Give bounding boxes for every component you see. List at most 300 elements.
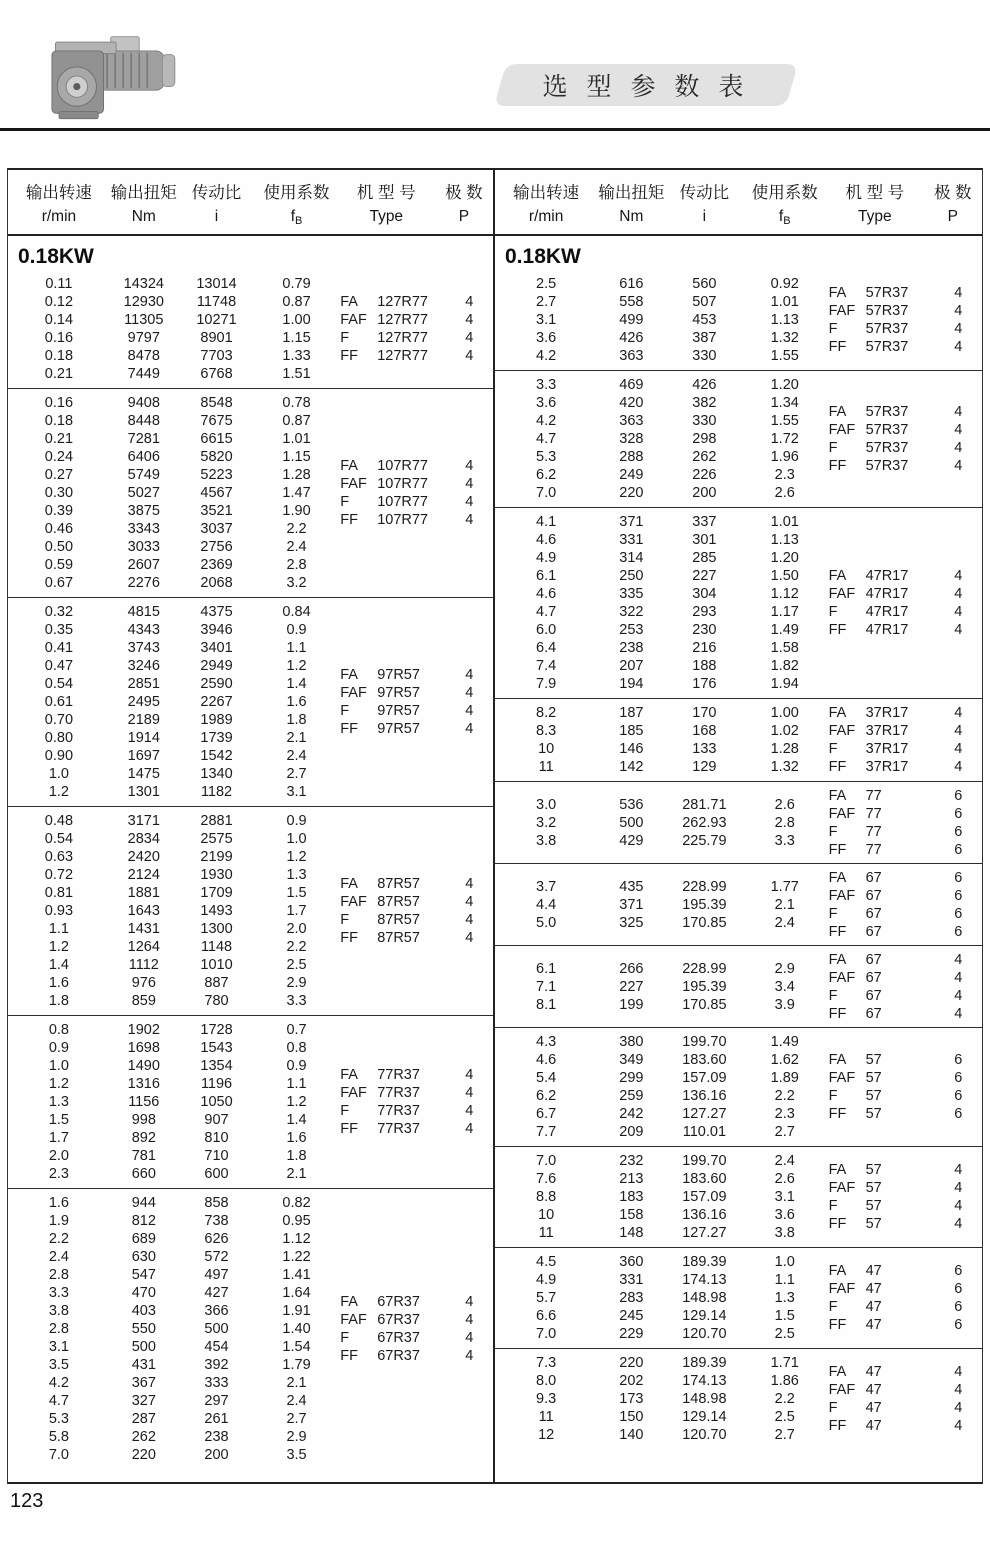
table-block [495, 698, 982, 781]
cell-service-factor: 0.82 [282, 1195, 311, 1211]
type-model: 57R37 [865, 440, 909, 456]
cell-service-factor: 3.4 [774, 978, 795, 995]
cell-service-factor: 2.8 [774, 814, 795, 831]
cell-speed: 6.1 [536, 960, 557, 977]
cell-speed: 4.9 [536, 1272, 557, 1288]
cell-ratio: 1050 [200, 1094, 233, 1110]
type-prefix: FF [828, 339, 847, 355]
table-blocks-right [495, 270, 982, 1449]
table-row [8, 603, 493, 621]
cell-speed: 10 [538, 741, 555, 757]
cell-torque: 429 [619, 832, 644, 849]
type-row [829, 704, 970, 722]
cell-torque: 314 [619, 550, 644, 566]
cell-speed: 5.3 [48, 1411, 69, 1427]
type-model: 47R17 [865, 586, 909, 602]
cell-ratio: 228.99 [682, 878, 727, 895]
type-row [829, 1417, 970, 1435]
cell-torque: 3246 [127, 658, 160, 674]
cell-speed: 7.0 [536, 485, 557, 501]
type-model: 57 [865, 1106, 882, 1122]
cell-speed: 0.18 [44, 348, 74, 364]
type-model: 107R77 [377, 458, 428, 474]
type-model: 77 [865, 805, 882, 822]
col-unit-service-factor: $f_B$ [290, 208, 303, 227]
table-row [8, 639, 493, 657]
type-row [829, 1298, 970, 1316]
cell-service-factor: 1.54 [282, 1339, 311, 1355]
table-row [495, 484, 982, 502]
type-poles: 4 [954, 1180, 963, 1196]
type-row [340, 293, 481, 311]
type-model: 107R77 [377, 512, 428, 528]
cell-ratio: 301 [692, 532, 717, 548]
cell-ratio: 500 [204, 1321, 229, 1337]
cell-service-factor: 1.33 [282, 348, 311, 364]
cell-ratio: 168 [692, 723, 717, 739]
cell-ratio: 626 [204, 1231, 229, 1247]
cell-torque: 431 [131, 1357, 156, 1373]
type-row [829, 887, 970, 905]
cell-torque: 253 [619, 622, 644, 638]
type-group [829, 787, 970, 859]
cell-service-factor: 2.1 [774, 896, 795, 913]
cell-ratio: 1493 [200, 903, 233, 919]
type-row [829, 302, 970, 320]
type-model: 47 [865, 1281, 882, 1297]
cell-speed: 7.6 [536, 1171, 557, 1187]
cell-torque: 558 [619, 294, 644, 310]
cell-torque: 1431 [127, 921, 160, 937]
type-poles: 6 [954, 1299, 963, 1315]
col-header-poles: 极 数 [445, 184, 483, 202]
type-row [340, 311, 481, 329]
cell-ratio: 120.70 [682, 1427, 727, 1443]
cell-ratio: 907 [204, 1112, 229, 1128]
type-poles: 4 [954, 1198, 963, 1214]
cell-torque: 420 [619, 395, 644, 411]
cell-torque: 185 [619, 723, 644, 739]
type-row [829, 1069, 970, 1087]
cell-service-factor: 3.3 [286, 993, 307, 1009]
cell-service-factor: 2.4 [774, 1153, 795, 1169]
cell-torque: 209 [619, 1124, 644, 1140]
table-block [495, 945, 982, 1027]
cell-ratio: 7675 [200, 413, 233, 429]
type-row [829, 722, 970, 740]
type-row [829, 905, 970, 923]
cell-speed: 3.3 [536, 377, 557, 393]
type-row [829, 1179, 970, 1197]
cell-torque: 328 [619, 431, 644, 447]
type-poles: 4 [954, 1400, 963, 1416]
type-row [340, 720, 481, 738]
type-prefix: FF [828, 1005, 847, 1022]
cell-ratio: 157.09 [682, 1070, 727, 1086]
cell-speed: 2.8 [48, 1267, 69, 1283]
type-model: 67 [865, 869, 882, 886]
type-poles: 4 [954, 604, 963, 620]
type-group [340, 457, 481, 529]
table-row [495, 549, 982, 567]
type-poles: 4 [954, 458, 963, 474]
cell-ratio: 5223 [200, 467, 233, 483]
type-row [829, 1316, 970, 1334]
cell-speed: 0.16 [44, 330, 74, 346]
cell-ratio: 382 [692, 395, 717, 411]
cell-torque: 781 [131, 1148, 156, 1164]
type-prefix: FAF [828, 422, 856, 438]
cell-service-factor: 1.71 [770, 1355, 799, 1371]
cell-service-factor: 3.1 [286, 784, 307, 800]
type-row [340, 666, 481, 684]
col-header-ratio: 传动比 [191, 184, 242, 202]
cell-speed: 4.9 [536, 550, 557, 566]
type-row [340, 1311, 481, 1329]
table-row [495, 1033, 982, 1051]
cell-ratio: 293 [692, 604, 717, 620]
table-column-left [8, 170, 495, 1482]
type-poles: 4 [954, 1418, 963, 1434]
type-prefix: FAF [828, 723, 856, 739]
cell-service-factor: 2.1 [286, 730, 307, 746]
cell-ratio: 366 [204, 1303, 229, 1319]
cell-torque: 325 [619, 914, 644, 931]
cell-torque: 3033 [127, 539, 160, 555]
page-title: 选 型 参 数 表 [542, 73, 750, 101]
type-poles: 4 [954, 586, 963, 602]
type-poles: 4 [954, 303, 963, 319]
cell-service-factor: 1.4 [286, 676, 307, 692]
type-poles: 4 [954, 1382, 963, 1398]
type-poles: 4 [954, 404, 963, 420]
cell-service-factor: 1.8 [286, 712, 307, 728]
cell-service-factor: 2.5 [774, 1409, 795, 1425]
type-model: 127R77 [377, 312, 428, 328]
cell-torque: 536 [619, 796, 644, 813]
cell-torque: 689 [131, 1231, 156, 1247]
type-prefix: F [340, 1103, 350, 1119]
table-row [8, 412, 493, 430]
cell-speed: 4.7 [48, 1393, 69, 1409]
type-model: 57 [865, 1088, 882, 1104]
type-group [829, 1262, 970, 1334]
cell-ratio: 120.70 [682, 1326, 727, 1342]
cell-ratio: 738 [204, 1213, 229, 1229]
cell-speed: 3.5 [48, 1357, 69, 1373]
type-model: 57R37 [865, 339, 909, 355]
cell-torque: 12930 [123, 294, 164, 310]
cell-torque: 207 [619, 658, 644, 674]
cell-torque: 220 [619, 485, 644, 501]
cell-service-factor: 2.9 [286, 1429, 307, 1445]
table-block [495, 1348, 982, 1449]
cell-speed: 0.39 [44, 503, 74, 519]
cell-ratio: 285 [692, 550, 717, 566]
cell-ratio: 148.98 [682, 1290, 727, 1306]
type-model: 47 [865, 1418, 882, 1434]
cell-torque: 2124 [127, 867, 160, 883]
cell-speed: 6.0 [536, 622, 557, 638]
cell-service-factor: 0.78 [282, 395, 311, 411]
cell-speed: 3.7 [536, 878, 557, 895]
table-block [495, 1027, 982, 1146]
type-poles: 6 [954, 887, 963, 904]
cell-ratio: 1989 [200, 712, 233, 728]
cell-speed: 4.2 [536, 413, 557, 429]
cell-torque: 660 [131, 1166, 156, 1182]
selection-parameter-table [7, 168, 983, 1484]
type-row [829, 603, 970, 621]
table-block [8, 806, 493, 1015]
cell-ratio: 8901 [200, 330, 233, 346]
type-poles: 4 [465, 685, 474, 701]
type-model: 67 [865, 987, 882, 1004]
cell-speed: 8.1 [536, 996, 557, 1013]
cell-ratio: 8548 [200, 395, 233, 411]
cell-torque: 1475 [127, 766, 160, 782]
cell-speed: 5.3 [536, 449, 557, 465]
cell-ratio: 572 [204, 1249, 229, 1265]
type-prefix: F [828, 741, 838, 757]
type-model: 57 [865, 1162, 882, 1178]
type-poles: 4 [465, 312, 474, 328]
cell-speed: 0.61 [44, 694, 74, 710]
cell-torque: 469 [619, 377, 644, 393]
cell-service-factor: 1.94 [770, 676, 799, 692]
cell-service-factor: 1.0 [286, 831, 307, 847]
table-block [495, 863, 982, 945]
cell-service-factor: 2.3 [774, 467, 795, 483]
table-row [8, 1194, 493, 1212]
cell-service-factor: 1.41 [282, 1267, 311, 1283]
table-row [8, 1410, 493, 1428]
cell-speed: 2.8 [48, 1321, 69, 1337]
type-row [340, 1102, 481, 1120]
cell-service-factor: 1.01 [770, 294, 799, 310]
cell-ratio: 810 [204, 1130, 229, 1146]
type-model: 77 [865, 841, 882, 858]
cell-torque: 232 [619, 1153, 644, 1169]
cell-ratio: 129.14 [682, 1308, 727, 1324]
cell-speed: 1.8 [48, 993, 69, 1009]
type-poles: 6 [954, 1052, 963, 1068]
type-prefix: FAF [828, 303, 856, 319]
cell-ratio: 2756 [200, 539, 233, 555]
type-poles: 4 [954, 969, 963, 986]
type-poles: 6 [954, 841, 963, 858]
cell-torque: 2851 [127, 676, 160, 692]
cell-service-factor: 1.5 [286, 885, 307, 901]
cell-ratio: 226 [692, 467, 717, 483]
type-prefix: FAF [828, 969, 856, 986]
cell-service-factor: 1.32 [770, 759, 799, 775]
cell-torque: 1316 [127, 1076, 160, 1092]
type-row [829, 403, 970, 421]
type-row [829, 421, 970, 439]
cell-torque: 1301 [127, 784, 160, 800]
type-group [829, 869, 970, 941]
col-unit-ratio: i [214, 208, 219, 225]
cell-torque: 283 [619, 1290, 644, 1306]
cell-torque: 550 [131, 1321, 156, 1337]
table-block [8, 270, 493, 388]
cell-service-factor: 1.79 [282, 1357, 311, 1373]
type-group [829, 1363, 970, 1435]
type-model: 47 [865, 1364, 882, 1380]
type-model: 97R57 [377, 667, 420, 683]
cell-torque: 349 [619, 1052, 644, 1068]
cell-torque: 892 [131, 1130, 156, 1146]
table-row [8, 992, 493, 1010]
cell-ratio: 13014 [196, 276, 237, 292]
type-row [340, 1066, 481, 1084]
cell-service-factor: 1.40 [282, 1321, 311, 1337]
cell-torque: 8478 [127, 348, 160, 364]
type-prefix: FAF [828, 1180, 856, 1196]
type-group [829, 1161, 970, 1233]
table-row [8, 430, 493, 448]
type-prefix: FAF [828, 805, 856, 822]
cell-torque: 287 [131, 1411, 156, 1427]
cell-ratio: 1010 [200, 957, 233, 973]
cell-service-factor: 1.90 [282, 503, 311, 519]
cell-service-factor: 0.87 [282, 413, 311, 429]
table-row [8, 1039, 493, 1057]
type-model: 47R17 [865, 622, 909, 638]
type-poles: 4 [954, 723, 963, 739]
table-row [8, 574, 493, 592]
cell-service-factor: 2.0 [286, 921, 307, 937]
type-row [829, 1280, 970, 1298]
cell-speed: 0.59 [44, 557, 74, 573]
type-prefix: F [828, 440, 838, 456]
cell-ratio: 6768 [200, 366, 233, 382]
type-prefix: FF [340, 348, 358, 364]
type-model: 47 [865, 1317, 882, 1333]
gear-motor-image [28, 26, 213, 124]
type-row [829, 1005, 970, 1023]
cell-service-factor: 1.15 [282, 330, 311, 346]
cell-ratio: 298 [692, 431, 717, 447]
cell-service-factor: 1.55 [770, 348, 799, 364]
table-block [8, 597, 493, 806]
table-block [495, 1247, 982, 1348]
type-prefix: FF [828, 759, 847, 775]
col-unit-speed: r/min [528, 208, 564, 225]
cell-service-factor: 2.2 [286, 939, 307, 955]
cell-speed: 4.6 [536, 1052, 557, 1068]
cell-torque: 380 [619, 1034, 644, 1050]
cell-torque: 288 [619, 449, 644, 465]
col-unit-type: Type [858, 208, 892, 225]
type-row [340, 702, 481, 720]
type-poles: 6 [954, 787, 963, 804]
cell-torque: 7281 [127, 431, 160, 447]
col-header-torque: 输出扭矩 [110, 184, 177, 202]
type-prefix: FAF [340, 1085, 367, 1101]
type-model: 57R37 [865, 422, 909, 438]
cell-torque: 242 [619, 1106, 644, 1122]
cell-service-factor: 1.72 [770, 431, 799, 447]
page-number: 123 [10, 1490, 44, 1512]
col-unit-service-factor: $f_B$ [778, 208, 791, 227]
cell-torque: 547 [131, 1267, 156, 1283]
cell-ratio: 6615 [200, 431, 233, 447]
type-model: 47R17 [865, 604, 909, 620]
cell-speed: 1.5 [48, 1112, 69, 1128]
type-row [829, 1381, 970, 1399]
type-prefix: FF [828, 841, 847, 858]
cell-torque: 426 [619, 330, 644, 346]
cell-service-factor: 1.02 [770, 723, 799, 739]
type-prefix: FF [828, 458, 847, 474]
type-poles: 4 [954, 1162, 963, 1178]
cell-ratio: 110.01 [682, 1124, 727, 1140]
cell-speed: 0.54 [44, 831, 74, 847]
cell-ratio: 170.85 [682, 914, 727, 931]
cell-speed: 6.7 [536, 1106, 557, 1122]
type-prefix: FA [828, 568, 847, 584]
type-row [340, 511, 481, 529]
cell-ratio: 127.27 [682, 1225, 727, 1241]
cell-ratio: 148.98 [682, 1391, 727, 1407]
cell-torque: 1914 [127, 730, 160, 746]
cell-service-factor: 1.13 [770, 312, 799, 328]
type-model: 67 [865, 951, 882, 968]
cell-torque: 158 [619, 1207, 644, 1223]
cell-speed: 0.14 [44, 312, 74, 328]
type-row [829, 923, 970, 941]
cell-service-factor: 1.6 [286, 1130, 307, 1146]
cell-service-factor: 1.89 [770, 1070, 799, 1086]
cell-ratio: 199.70 [682, 1153, 727, 1169]
cell-speed: 4.2 [536, 348, 557, 364]
cell-service-factor: 1.01 [282, 431, 311, 447]
cell-ratio: 497 [204, 1267, 229, 1283]
type-poles: 4 [954, 422, 963, 438]
type-model: 57R37 [865, 404, 909, 420]
type-row [340, 1293, 481, 1311]
cell-ratio: 230 [692, 622, 717, 638]
cell-speed: 4.3 [536, 1034, 557, 1050]
cell-service-factor: 1.50 [770, 568, 799, 584]
type-poles: 4 [954, 1364, 963, 1380]
type-model: 67R37 [377, 1294, 420, 1310]
cell-speed: 0.93 [44, 903, 74, 919]
type-row [829, 841, 970, 859]
cell-torque: 262 [131, 1429, 156, 1445]
type-poles: 4 [954, 339, 963, 355]
cell-speed: 0.81 [44, 885, 74, 901]
type-model: 67 [865, 923, 882, 940]
type-prefix: FF [828, 622, 847, 638]
cell-torque: 470 [131, 1285, 156, 1301]
type-model: 87R57 [377, 876, 420, 892]
cell-speed: 5.4 [536, 1070, 557, 1086]
type-prefix: F [828, 1088, 838, 1104]
table-row [8, 812, 493, 830]
type-prefix: FA [828, 1364, 847, 1380]
type-prefix: F [340, 494, 350, 510]
cell-ratio: 127.27 [682, 1106, 727, 1122]
cell-service-factor: 1.5 [774, 1308, 795, 1324]
type-prefix: F [828, 1198, 838, 1214]
col-header-service-factor: 使用系数 [751, 184, 818, 202]
cell-service-factor: 1.1 [774, 1272, 795, 1288]
cell-speed: 5.7 [536, 1290, 557, 1306]
type-prefix: FA [828, 1162, 847, 1178]
